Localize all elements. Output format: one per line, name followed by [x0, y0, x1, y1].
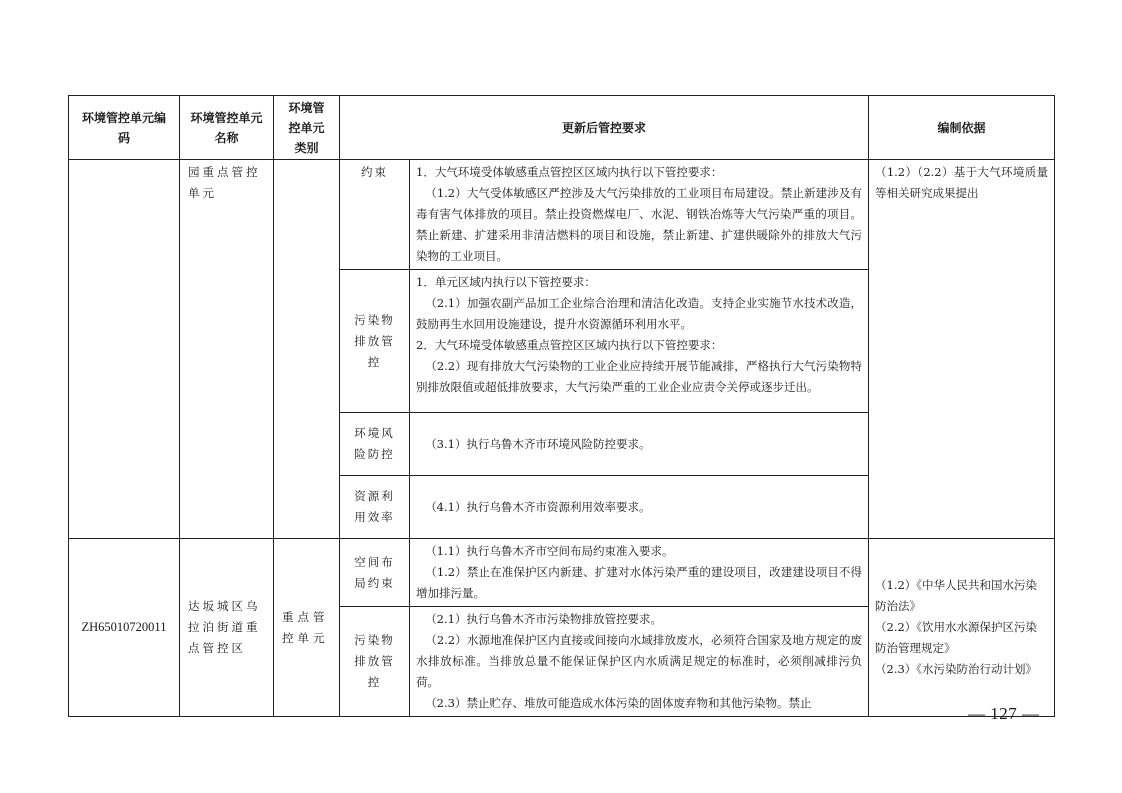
regulation-table — [68, 95, 1055, 717]
page-number: — 127 — — [968, 704, 1040, 723]
block1-unit-code — [69, 160, 180, 539]
header-requirements: 更新后管控要求 — [340, 96, 869, 160]
block2-unit-type-text: 重点管控单元 — [282, 609, 329, 645]
header-unit-code: 环境管控单元编码 — [69, 96, 180, 160]
block1-req-0 — [410, 160, 869, 270]
block1-category-2: 环境风险防控 — [340, 413, 410, 476]
block2-unit-name — [180, 539, 274, 717]
req-line: 1．单元区域内执行以下管控要求： — [416, 275, 596, 289]
block2-req-1 — [410, 607, 869, 717]
block1-req-3 — [410, 476, 869, 539]
req-line: （3.1）执行乌鲁木齐市环境风险防控要求。 — [425, 436, 651, 451]
block2-basis — [869, 539, 1055, 717]
block2-category-0: 空间布局约束 — [340, 539, 410, 607]
req-line: （4.1）执行乌鲁木齐市资源利用效率要求。 — [425, 499, 651, 514]
req-line: （2.2）水源地准保护区内直接或间接向水域排放废水，必须符合国家及地方规定的废水排放标准。当排放总量不能保证保护区内水质满足规定的标准时，必须削减排污负荷。 — [416, 633, 863, 689]
req-line: （2.1）执行乌鲁木齐市污染物排放管控要求。 — [425, 612, 662, 626]
block1-req-2 — [410, 413, 869, 476]
block2-unit-code — [69, 539, 180, 717]
block2-unit-type — [274, 539, 340, 717]
table-row — [69, 539, 1055, 607]
req-line: （1.2）大气受体敏感区严控涉及大气污染排放的工业项目布局建设。禁止新建涉及有毒有害气体排放的项目。禁止投资燃煤电厂、水泥、钢铁冶炼等大气污染严重的项目。禁止新建、扩建采用非清洁燃料的项目和设施，禁止新建、扩建供暖除外的排放大气污染物的工业项目。 — [416, 186, 863, 263]
table-row — [69, 160, 1055, 270]
req-line: （1.1）执行乌鲁木齐市空间布局约束准入要求。 — [425, 544, 674, 558]
header-unit-name: 环境管控单元名称 — [180, 96, 274, 160]
req-line: 1．大气环境受体敏感重点管控区区域内执行以下管控要求： — [416, 165, 723, 179]
basis-line: （1.2）《中华人民共和国水污染防治法》 — [875, 578, 1038, 613]
req-line: 2．大气环境受体敏感重点管控区区域内执行以下管控要求： — [416, 338, 723, 352]
req-line: （2.2）现有排放大气污染物的工业企业应持续开展节能减排，严格执行大气污染物特别排放限值或超低排放要求，大气污染严重的工业企业应责令关停或逐步迁出。 — [416, 359, 863, 394]
basis-line: （2.2）《饮用水水源保护区污染防治管理规定》 — [875, 620, 1038, 655]
block1-unit-name-text: 园重点管控单元 — [188, 165, 261, 200]
block1-category-0: 约束 — [340, 160, 410, 270]
block1-unit-name — [180, 160, 274, 539]
block2-unit-name-text: 达坂城区乌拉泊街道重点管控区 — [188, 599, 261, 655]
table-header-row — [69, 96, 1055, 160]
basis-line: （1.2）（2.2）基于大气环境质量等相关研究成果提出 — [875, 165, 1049, 200]
header-unit-type: 环境管控单元类别 — [274, 96, 340, 160]
req-line: （1.2）禁止在准保护区内新建、扩建对水体污染严重的建设项目，改建建设项目不得增加排污量。 — [416, 565, 863, 600]
block1-category-3: 资源利用效率 — [340, 476, 410, 539]
block1-unit-type — [274, 160, 340, 539]
req-line: （2.1）加强农副产品加工企业综合治理和清洁化改造。支持企业实施节水技术改造，鼓励再生水回用设施建设，提升水资源循环利用水平。 — [416, 296, 863, 331]
block1-category-1: 污染物排放管控 — [340, 270, 410, 413]
block2-category-1: 污染物排放管控 — [340, 607, 410, 717]
block2-req-0 — [410, 539, 869, 607]
req-line: （2.3）禁止贮存、堆放可能造成水体污染的固体废弃物和其他污染物。禁止 — [425, 696, 812, 710]
unit-code-text: ZH65010720011 — [81, 620, 167, 634]
block1-req-1 — [410, 270, 869, 413]
block1-basis — [869, 160, 1055, 539]
basis-line: （2.3）《水污染防治行动计划》 — [875, 662, 1038, 676]
header-basis: 编制依据 — [869, 96, 1055, 160]
